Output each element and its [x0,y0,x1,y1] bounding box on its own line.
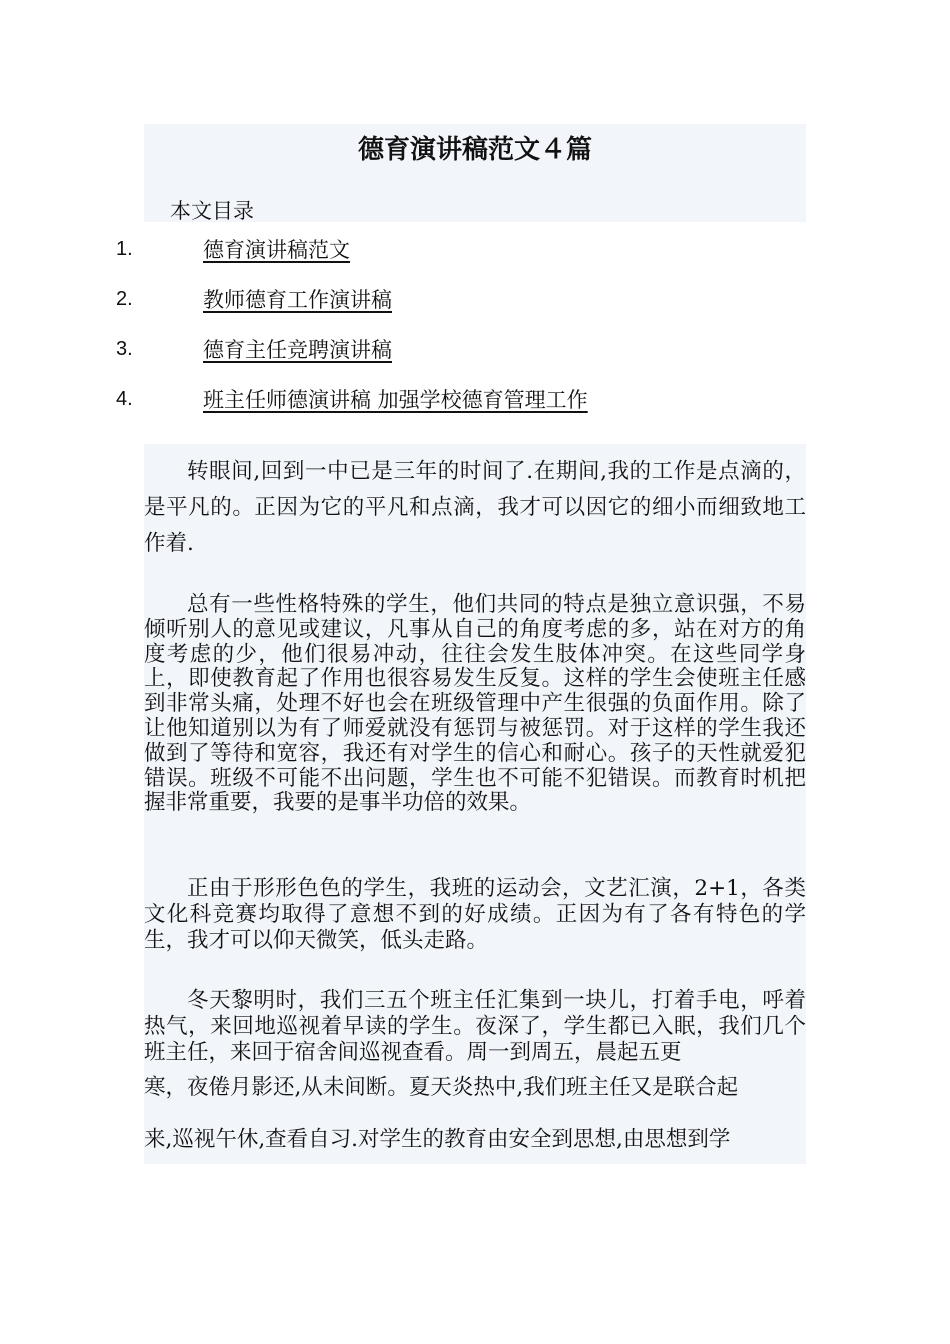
toc-link-1[interactable]: 德育演讲稿范文 [203,238,350,262]
toc-link-4[interactable]: 班主任师德演讲稿 加强学校德育管理工作 [203,388,588,412]
toc-item-number: 2. [116,288,133,310]
toc-link-3[interactable]: 德育主任竞聘演讲稿 [203,338,392,362]
body-paragraph: 转眼间,回到一中已是三年的时间了.在期间,我的工作是点滴的，是平凡的。正因为它的平凡和点滴，我才可以因它的细小而细致地工作着. [144,459,806,556]
body-paragraph: 来,巡视午休,查看自习.对学生的教育由安全到思想,由思想到学 [144,1127,731,1152]
body-paragraph: 总有一些性格特殊的学生，他们共同的特点是独立意识强，不易倾听别人的意见或建议，凡事从自己的角度考虑的多，站在对方的角度考虑的少，他们很易冲动，往往会发生肢体冲突。在这些同学身上，即使教育起了作用也很容易发生反复。这样的学生会使班主任感到非常头痛，处理不好也会在班级管理中产生很强的负面作用。除了让他知道别以为有了师爱就没有惩罚与被惩罚。对于这样的学生我还做到了等待和宽容，我还有对学生的信心和耐心。孩子的天性就爱犯错误。班级不可能不出问题，学生也不可能不犯错误。而教育时机把握非常重要，我要的是事半功倍的效果。 [144,592,806,816]
toc-item-number: 4. [116,388,133,410]
toc-item-number: 1. [116,238,133,260]
toc-item [0,382,950,422]
body-paragraph: 寒，夜倦月影还,从未间断。夏天炎热中,我们班主任又是联合起 [144,1075,739,1100]
toc-item [0,232,950,272]
toc-item [0,282,950,322]
toc-item [0,332,950,372]
toc-heading: 本文目录 [170,199,254,223]
body-paragraph: 正由于形形色色的学生，我班的运动会，文艺汇演，2+1，各类文化科竞赛均取得了意想不到的好成绩。正因为有了各有特色的学生，我才可以仰天微笑，低头走路。 [144,876,806,953]
document-title: 德育演讲稿范文４篇 [357,135,592,165]
toc-link-2[interactable]: 教师德育工作演讲稿 [203,288,392,312]
toc-item-number: 3. [116,338,133,360]
body-paragraph: 冬天黎明时，我们三五个班主任汇集到一块儿，打着手电，呼着热气，来回地巡视着早读的学生。夜深了，学生都已入眠，我们几个班主任，来回于宿舍间巡视查看。周一到周五，晨起五更 [144,988,806,1065]
